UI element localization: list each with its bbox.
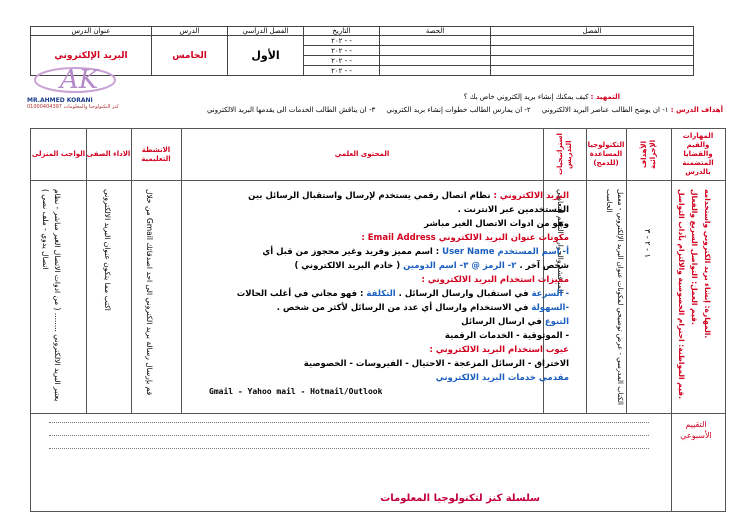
- content-line: في ارسال الرسائل: [461, 317, 542, 327]
- objectives-text: ١ - ٢ - ٣: [643, 229, 652, 258]
- content-line: التنوع: [544, 317, 569, 327]
- class-label: الفصل: [491, 27, 694, 36]
- header-content: المحتوى العلمي: [181, 129, 543, 181]
- period-label: الحصة: [380, 27, 491, 36]
- goal-2: ٢- ان يمارس الطالب خطوات إنشاء بريد الكتروني: [386, 106, 531, 114]
- period-cell[interactable]: [380, 66, 491, 76]
- period-cell[interactable]: [380, 36, 491, 46]
- date-cell[interactable]: ٢٠٢ - -: [304, 66, 380, 76]
- goals-label: أهداف الدرس :: [670, 106, 723, 114]
- strategies-text: المناقشة والحوار - التعلم التعاوني: [556, 189, 565, 294]
- content-line: شخص آخر .: [519, 261, 569, 271]
- content-line: - الموثوقية - الخدمات الرقمية: [444, 331, 569, 341]
- class-cell[interactable]: [491, 66, 694, 76]
- date-cell[interactable]: ٢٠٢ - -: [304, 56, 380, 66]
- eval-line[interactable]: [49, 435, 649, 436]
- content-line: User Name: [442, 247, 495, 257]
- content-line: أ- اسم المستخدم: [497, 247, 569, 257]
- header-performance: الاداء الصفى: [86, 129, 131, 181]
- content-line: مكونات عنوان البريد الالكتروني: [438, 233, 569, 243]
- logo-name: MR.AHMED KORANI: [27, 97, 93, 104]
- class-cell[interactable]: [491, 46, 694, 56]
- activities-text: من خلال Gmail قم بإرسال رسالة بريد الكتروني الى احد اصدقائك: [145, 189, 154, 396]
- content-line: التكلفة: [366, 289, 396, 299]
- header-table: [30, 26, 694, 76]
- period-cell[interactable]: [380, 46, 491, 56]
- content-line: ٢- الرمز @: [471, 261, 517, 271]
- header-homework: الواجب المنزلى: [31, 129, 86, 181]
- logo-sub: كنز التكنولوجيا والمعلومات 01000404397: [27, 104, 119, 110]
- lesson-label: الدرس: [152, 27, 228, 36]
- skill-text: المهارة: إنشاء بريد الكتروني واستخدامه.: [703, 189, 712, 339]
- content-line: : فهو مجاني في أغلب الحالات: [236, 289, 364, 299]
- content-line: مميزات استخدام البريد الالكتروني :: [421, 275, 569, 285]
- eval-divider: [31, 413, 725, 414]
- logo: [30, 58, 120, 98]
- period-cell[interactable]: [380, 56, 491, 66]
- content-line: عيوب استخدام البريد الالكتروني :: [429, 345, 569, 355]
- content-line: المستخدمين عبر الانترنت .: [457, 205, 569, 215]
- work-value-text: قيم العمل: التواصل السريع والفعال.: [690, 189, 699, 325]
- content-line: البريد الالكتروني :: [493, 191, 569, 201]
- footer: سلسلة كنز لتكنولوجيا المعلومات: [380, 493, 540, 504]
- content-line: مقدمي خدمات البريد الالكتروني: [435, 373, 569, 383]
- content-line: -السهولة: [531, 303, 569, 313]
- lesson-title-label: عنوان الدرس: [31, 27, 152, 36]
- content-line: Gmail - Yahoo mail - Hotmail/Outlook: [209, 387, 383, 396]
- content-line: Email Address :: [361, 233, 436, 243]
- header-skills: المهارات والقيم والقضايا المتضمنة بالدرس: [671, 129, 725, 181]
- content-line: ( خادم البريد الالكتروني ): [294, 261, 401, 271]
- class-cell[interactable]: [491, 36, 694, 46]
- header-activities: الانشطة التعليمية: [131, 129, 181, 181]
- semester-value: الأول: [228, 36, 304, 76]
- lesson-value: الخامس: [152, 36, 228, 76]
- lesson-title-value: البريد الإلكتروني: [31, 36, 152, 76]
- header-strategies: [543, 129, 586, 181]
- header-objectives-text: الأهداف الإجرائية: [639, 139, 657, 170]
- semester-label: الفصل الدراسي: [228, 27, 304, 36]
- content-line: في الاستخدام وارسال أي عدد من الرسائل لأكثر من شخص .: [276, 303, 529, 313]
- content-line: - السرعة: [531, 289, 569, 299]
- goal-3: ٣- ان يناقش الطالب الخدمات الى يقدمها البريد الالكتروني: [206, 106, 376, 114]
- intro-text: كيف يمكنك إنشاء بريد إلكتروني خاص بك ؟: [463, 93, 589, 101]
- eval-line[interactable]: [49, 448, 649, 449]
- evaluation-label: التقييم الأسبوعي: [680, 420, 712, 440]
- content-line: نظام اتصال رقمي يستخدم لإرسال واستقبال الرسائل بين: [248, 191, 491, 201]
- content-line: : اسم مميز وفريد وغير محجوز من قبل أي: [262, 247, 440, 257]
- date-cell[interactable]: ٢٠٢ - -: [304, 46, 380, 56]
- logo-letters: AK: [60, 65, 99, 95]
- citizenship-text: قيم المواطنة: احترام الخصوصية والالتزام بآداب التواصل.: [677, 189, 686, 399]
- eval-line[interactable]: [49, 422, 649, 423]
- goal-1: ١- ان يوضح الطالب عناصر البريد الالكتروني: [541, 106, 669, 114]
- intro: [464, 93, 620, 101]
- content-line: ٣- اسم الدومين: [403, 261, 469, 271]
- class-cell[interactable]: [491, 56, 694, 66]
- content-line: وهو من ادوات الاتصال الغير مباشر: [424, 219, 569, 229]
- date-label: التاريخ: [304, 27, 380, 36]
- header-objectives: [626, 129, 671, 181]
- header-tech: التكنولوجيا المساعدة (للدمج): [586, 129, 626, 181]
- content-line: الاختراق - الرسائل المزعجة - الاحتيال - الفيروسات - الخصوصية: [303, 359, 569, 369]
- date-cell[interactable]: ٢٠٢ - -: [304, 36, 380, 46]
- lesson-plan-grid: [30, 128, 726, 512]
- scientific-content: [209, 189, 569, 399]
- content-line: في استقبال وارسال الرسائل .: [398, 289, 529, 299]
- homework-text: يعتبر البريد الالكتروني ........ ( من ادوات الاتصال الغير مباشر - نظام اتصال يدوي - ملف نصي ): [41, 189, 62, 402]
- goals: [207, 106, 723, 114]
- intro-label: التمهيد :: [590, 93, 620, 101]
- header-strategies-text: استراتيجيات التدريس: [555, 133, 573, 176]
- tech-text: الكتاب المدرسي - عرض توضيحي لمكونات عنوان البريد الإلكتروني - معمل الحاسب: [605, 189, 624, 405]
- performance-text: اكتب مما يتكون عنوان البريد الالكتروني: [103, 189, 112, 311]
